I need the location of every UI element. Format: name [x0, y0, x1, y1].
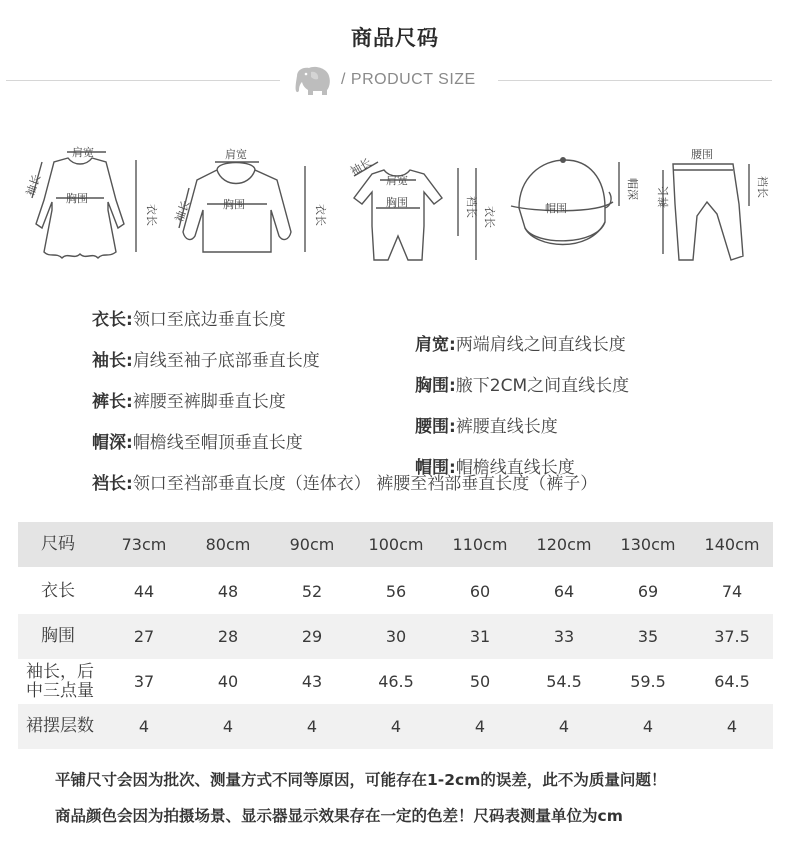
definition-row [92, 305, 626, 355]
definition-desc: 腋下2CM之间直线长度 [455, 376, 630, 396]
definition-row [92, 387, 558, 437]
hat-circumference-label: 帽围 [545, 202, 567, 215]
hat-depth-label: 帽深 [626, 178, 639, 200]
table-cell: 50 [469, 672, 491, 691]
table-cell: 46.5 [378, 672, 414, 691]
table-cell: 37 [133, 672, 155, 691]
table-header-cell: 140cm [704, 535, 760, 554]
table-cell: 4 [306, 717, 318, 736]
pants-crotch-label: 裆长 [756, 176, 769, 198]
definition-term: 帽深: [92, 433, 133, 453]
romper-shoulder-label: 肩宽 [386, 174, 408, 187]
table-cell: 30 [385, 627, 407, 646]
dress-chest-label: 胸围 [66, 192, 88, 205]
table-cell: 4 [726, 717, 738, 736]
row-label-line: 中三点量 [26, 681, 94, 701]
row-label: 胸围 [41, 626, 75, 646]
dress-diagram [20, 140, 158, 270]
pants-length-label: 裤长 [657, 186, 670, 208]
table-cell: 33 [553, 627, 575, 646]
note-line: 商品颜色会因为拍摄场景、显示器显示效果存在一定的色差！尺码表测量单位为cm [55, 807, 623, 825]
table-cell: 37.5 [714, 627, 750, 646]
definition-desc: 领口至裆部垂直长度（连体衣） 裤腰至裆部垂直长度（裤子） [132, 474, 598, 494]
table-header-cell: 73cm [121, 535, 167, 554]
definition-desc: 领口至底边垂直长度 [132, 310, 286, 330]
table-cell: 74 [721, 582, 743, 601]
table-header-row [18, 522, 773, 567]
garment-diagrams [0, 130, 790, 280]
table-cell: 28 [217, 627, 239, 646]
dress-shoulder-label: 肩宽 [72, 146, 94, 159]
table-cell: 4 [558, 717, 570, 736]
table-cell: 43 [301, 672, 323, 691]
definition-row [92, 346, 630, 396]
table-header-cell: 110cm [452, 535, 508, 554]
table-row [18, 614, 773, 659]
table-cell: 31 [469, 627, 491, 646]
row-label: 衣长 [41, 581, 75, 601]
table-header-cell: 130cm [620, 535, 676, 554]
elephant-icon [289, 66, 335, 96]
pants-diagram [645, 144, 769, 270]
table-header-cell: 90cm [289, 535, 335, 554]
table-header-cell: 120cm [536, 535, 592, 554]
table-cell: 4 [474, 717, 486, 736]
table-header-cell: 80cm [205, 535, 251, 554]
table-cell: 60 [469, 582, 491, 601]
romper-sleeve-label: 袖长 [348, 155, 374, 179]
definition-term: 衣长: [92, 310, 133, 330]
table-cell: 44 [133, 582, 155, 601]
table-row [18, 569, 773, 614]
table-cell: 4 [390, 717, 402, 736]
page-title: 商品尺码 [351, 26, 439, 50]
hoodie-sleeve-label: 袖长 [172, 198, 193, 224]
table-header-cell: 100cm [368, 535, 424, 554]
romper-crotch-label: 裆长 [465, 196, 478, 218]
dress-sleeve-label: 袖长 [23, 172, 44, 198]
romper-chest-label: 胸围 [386, 196, 408, 209]
definition-term: 帽围: [415, 458, 456, 478]
row-label-line: 袖长，后 [26, 662, 94, 682]
definition-term: 胸围: [415, 376, 456, 396]
table-row [18, 704, 773, 749]
row-label: 裙摆层数 [26, 716, 94, 736]
dress-length-label: 衣长 [145, 204, 158, 226]
table-cell: 56 [385, 582, 407, 601]
hoodie-chest-label: 胸围 [223, 198, 245, 211]
table-cell: 4 [222, 717, 234, 736]
table-row [18, 659, 773, 704]
table-cell: 35 [637, 627, 659, 646]
hoodie-shoulder-label: 肩宽 [225, 148, 247, 161]
row-label [18, 659, 102, 704]
hat-diagram [505, 150, 639, 270]
table-header-cell: 尺码 [41, 534, 75, 554]
definition-desc: 两端肩线之间直线长度 [455, 335, 626, 355]
definition-desc: 肩线至袖子底部垂直长度 [132, 351, 320, 371]
table-cell: 4 [642, 717, 654, 736]
table-cell: 29 [301, 627, 323, 646]
table-cell: 52 [301, 582, 323, 601]
pants-waist-label: 腰围 [691, 148, 713, 161]
table-cell: 4 [138, 717, 150, 736]
definition-desc: 帽檐线直线长度 [455, 458, 575, 478]
definition-desc: 裤腰至裤脚垂直长度 [132, 392, 286, 412]
definition-term: 肩宽: [415, 335, 456, 355]
note-line: 平铺尺寸会因为批次、测量方式不同等原因，可能存在1-2cm的误差，此不为质量问题！ [55, 771, 667, 789]
table-cell: 40 [217, 672, 239, 691]
table-cell: 54.5 [546, 672, 582, 691]
table-cell: 27 [133, 627, 155, 646]
table-cell: 59.5 [630, 672, 666, 691]
definition-term: 袖长: [92, 351, 133, 371]
table-cell: 64 [553, 582, 575, 601]
romper-length-label: 衣长 [483, 206, 496, 228]
hoodie-diagram [165, 140, 325, 270]
definition-desc: 裤腰直线长度 [455, 417, 558, 437]
table-cell: 48 [217, 582, 239, 601]
disclaimer-notes [55, 768, 666, 840]
romper-diagram [338, 140, 498, 270]
table-cell: 69 [637, 582, 659, 601]
divider-right [498, 80, 772, 81]
definition-desc: 帽檐线至帽顶垂直长度 [132, 433, 303, 453]
definition-term: 裤长: [92, 392, 133, 412]
hoodie-length-label: 衣长 [314, 204, 327, 226]
divider-left [6, 80, 280, 81]
definition-row [92, 469, 597, 497]
table-cell: 64.5 [714, 672, 750, 691]
definition-term: 裆长: [92, 474, 133, 494]
page-subtitle: / PRODUCT SIZE [341, 71, 476, 88]
definition-row [92, 428, 575, 478]
definition-term: 腰围: [415, 417, 456, 437]
